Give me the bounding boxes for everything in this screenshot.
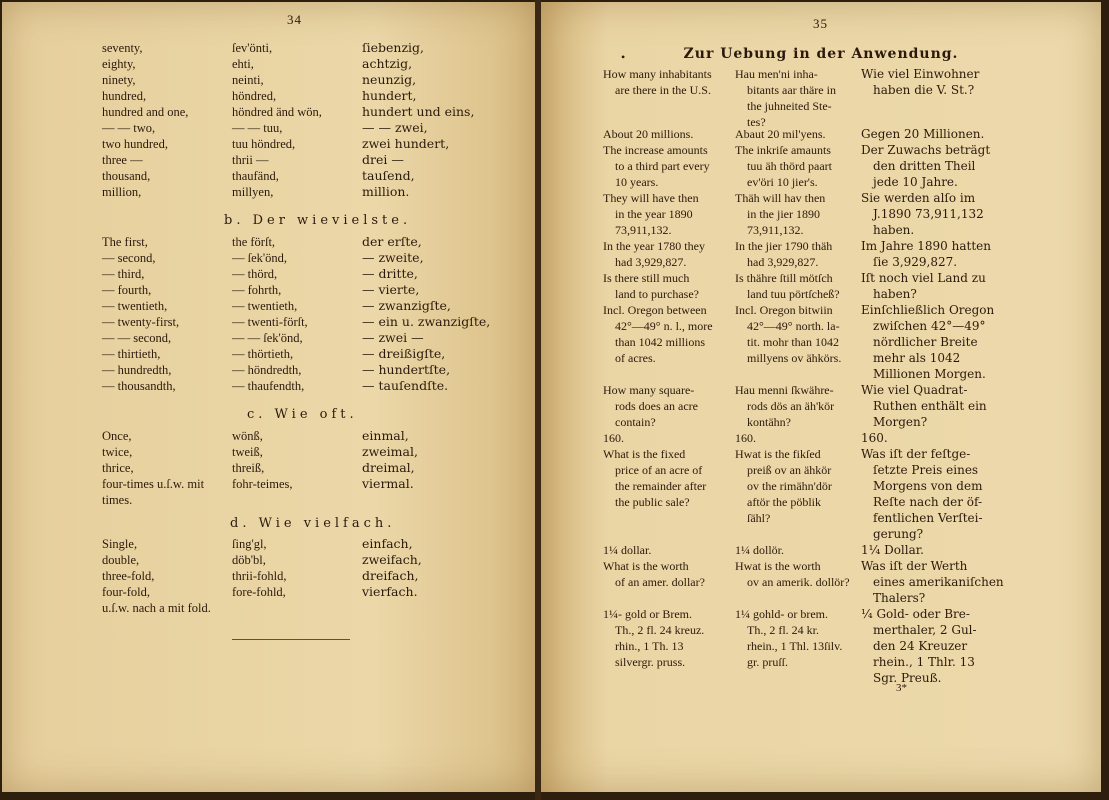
english-cell: double, [102,553,140,567]
pronunciation-line: 160. [735,431,756,445]
pronunciation-entry [735,302,855,366]
english-cell: twice, [102,445,133,459]
pronunciation-entry [735,142,855,190]
english-line: 10 years. [615,175,659,189]
german-cell: — — zwei, [362,120,428,135]
table-row [2,168,535,184]
pronunciation-line: rhein., 1 Thl. 13ſilv. [747,639,843,653]
german-cell: — tauſendſte. [362,378,449,393]
german-cell: der erſte, [362,234,422,249]
pronunciation-cell: — höndredth, [232,363,302,377]
pronunciation-cell: — thörtieth, [232,347,294,361]
pronunciation-entry [735,66,855,130]
english-entry [603,270,731,302]
german-cell: ſiebenzig, [362,40,425,55]
german-line: den 24 Kreuzer [873,639,968,653]
english-cell: four-times u.ſ.w. mit [102,477,205,491]
pronunciation-line: ſähl? [747,511,771,525]
pronunciation-line: tes? [747,115,766,129]
page-number-right: 35 [813,16,828,31]
german-line: Thalers? [873,591,926,605]
english-line: The increase amounts [603,143,708,157]
german-cell: — vierte, [362,282,420,297]
right-page [541,2,1101,792]
pronunciation-cell: döb'bl, [232,553,266,567]
german-entry [861,542,989,558]
pronunciation-cell: ſev'ӧnti, [232,41,273,55]
english-entry [603,606,731,670]
pronunciation-line: Th., 2 fl. 24 kr. [747,623,819,637]
german-cell: dreifach, [362,568,419,583]
german-cell: — hundertſte, [362,362,451,377]
german-cell: million. [362,184,410,199]
table-row [2,40,535,56]
table-row [2,136,535,152]
table-row [2,378,535,394]
table-row [2,266,535,282]
german-entry [861,382,989,430]
english-entry [603,238,731,270]
english-line: price of an acre of [615,463,703,477]
german-line: den dritten Theil [873,159,976,173]
pronunciation-cell: tuu höndred, [232,137,296,151]
english-entry [603,430,731,446]
english-cell: seventy, [102,41,143,55]
german-line: rhein., 1 Thlr. 13 [873,655,975,669]
table-row [2,428,535,444]
english-line: What is the fixed [603,447,686,461]
pronunciation-entry [735,190,855,238]
pronunciation-line: Hau menni ſkwähre- [735,383,834,397]
table-row [2,476,535,492]
table-row [2,152,535,168]
german-line: 1¼ Dollar. [861,543,924,557]
english-line: 160. [603,431,624,445]
german-cell: drei — [362,152,404,167]
english-entry [603,142,731,190]
pronunciation-cell: neinti, [232,73,264,87]
german-cell: einfach, [362,536,413,551]
pronunciation-cell: — twentieth, [232,299,298,313]
english-line: 73,911,132. [615,223,672,237]
pronunciation-line: Hwat is the worth [735,559,821,573]
english-line: Incl. Oregon between [603,303,707,317]
english-cell: — — two, [102,121,156,135]
german-line: ¼ Gold- oder Bre- [861,607,970,621]
german-line: Sgr. Preuß. [873,671,942,685]
signature-mark: 3* [896,682,907,694]
pronunciation-cell: threiß, [232,461,265,475]
pronunciation-entry [735,430,855,446]
pronunciation-entry [735,126,855,142]
pronunciation-cell: — — ſek'önd, [232,331,303,345]
pronunciation-cell: wönß, [232,429,263,443]
english-entry [603,446,731,510]
english-cell: — twenty-first, [102,315,180,329]
german-entry [861,446,989,542]
pronunciation-cell: höndred änd wön, [232,105,322,119]
pronunciation-cell: höndred, [232,89,277,103]
english-line: than 1042 millions [615,335,705,349]
english-line: They will have then [603,191,699,205]
german-cell: — zweite, [362,250,424,265]
pronunciation-cell: — twenti-förſt, [232,315,308,329]
pronunciation-cell: — ſek'önd, [232,251,288,265]
german-entry [861,270,989,302]
pronunciation-cell: — thörd, [232,267,278,281]
german-cell: — ein u. zwanzigſte, [362,314,491,329]
section-header-c: c. Wie oft. [247,407,358,422]
pronunciation-line: bitants aar thäre in [747,83,836,97]
pronunciation-line: the juhneited Ste- [747,99,832,113]
pronunciation-line: aftör the pöblik [747,495,821,509]
english-line: land to purchase? [615,287,699,301]
german-entry [861,238,989,270]
pronunciation-line: had 3,929,827. [747,255,819,269]
english-cell: hundred, [102,89,147,103]
german-line: zwiſchen 42°—49° [873,319,986,333]
pronunciation-line: 42°—49° north. la- [747,319,840,333]
german-entry [861,142,989,190]
table-row [2,234,535,250]
pronunciation-line: Hwat is the fikſed [735,447,821,461]
pronunciation-entry [735,446,855,526]
pronunciation-line: In the jier 1790 thäh [735,239,833,253]
pronunciation-line: 1¼ dollör. [735,543,785,557]
table-row [2,346,535,362]
english-line: 1¼ dollar. [603,543,652,557]
pronunciation-line: preiß ov an ähkör [747,463,832,477]
table-row [2,492,535,508]
table-row [2,584,535,600]
english-cell: — third, [102,267,145,281]
german-line: haben die V. St.? [873,83,975,97]
german-line: Wie viel Quadrat- [861,383,968,397]
german-cell: zweimal, [362,444,418,459]
english-line: are there in the U.S. [615,83,711,97]
english-cell: — thirtieth, [102,347,161,361]
english-line: the public sale? [615,495,690,509]
pronunciation-entry [735,238,855,270]
table-row [2,56,535,72]
english-line: had 3,929,827. [615,255,687,269]
english-cell: three — [102,153,143,167]
english-cell: — second, [102,251,156,265]
pronunciation-line: ov an amerik. dollör? [747,575,850,589]
english-line: contain? [615,415,656,429]
section-header-d: d. Wie vielfach. [230,516,396,531]
table-row [2,298,535,314]
pronunciation-entry [735,542,855,558]
german-line: Einſchließlich Oregon [861,303,995,317]
english-line: In the year 1780 they [603,239,705,253]
table-row [2,536,535,552]
german-line: 160. [861,431,888,445]
english-cell: ninety, [102,73,136,87]
pronunciation-cell: fore-fohld, [232,585,286,599]
german-cell: vierfach. [362,584,418,599]
english-line: 1¼- gold or Brem. [603,607,692,621]
pronunciation-line: The inkriſe amaunts [735,143,831,157]
pronunciation-cell: fohr-teimes, [232,477,293,491]
english-cell: Once, [102,429,132,443]
german-entry [861,558,1004,606]
english-cell: — — second, [102,331,172,345]
page-title: Zur Uebung in der Anwendung. [683,46,959,62]
german-entry [861,430,989,446]
pronunciation-line: Is thähre ſtill mötſch [735,271,833,285]
german-line: jede 10 Jahre. [873,175,958,189]
german-cell: achtzig, [362,56,413,71]
english-line: How many square- [603,383,695,397]
pronunciation-line: 1¼ gohld- or brem. [735,607,828,621]
pronunciation-entry [735,270,855,302]
german-line: gerung? [873,527,924,541]
german-entry [861,126,989,142]
english-cell: two hundred, [102,137,168,151]
english-cell: — hundredth, [102,363,172,377]
english-cell: three-fold, [102,569,155,583]
pronunciation-cell: — thaufendth, [232,379,305,393]
german-cell: — dreißigſte, [362,346,446,361]
pronunciation-cell: — — tuu, [232,121,283,135]
english-line: the remainder after [615,479,707,493]
divider-rule [232,639,350,640]
german-line: Morgens von dem [873,479,983,493]
pronunciation-cell: thrii-fohld, [232,569,287,583]
german-cell: viermal. [362,476,414,491]
english-cell: The first, [102,235,148,249]
german-cell: zwei hundert, [362,136,450,151]
pronunciation-entry [735,558,855,590]
english-cell: Single, [102,537,138,551]
english-cell: — thousandth, [102,379,176,393]
left-page [2,2,535,792]
english-cell: thrice, [102,461,134,475]
english-cell: eighty, [102,57,136,71]
german-line: fentlichen Verſtei- [873,511,983,525]
german-line: eines amerikaniſchen [873,575,1004,589]
pronunciation-line: tit. mohr than 1042 [747,335,839,349]
pronunciation-line: Abaut 20 mil'yens. [735,127,826,141]
page-number-left: 34 [287,12,302,27]
pronunciation-line: millyens ov ähkörs. [747,351,842,365]
german-line: J.1890 73,911,132 [873,207,984,221]
table-row [2,282,535,298]
german-line: haben. [873,223,915,237]
german-line: haben? [873,287,917,301]
english-line: Is there still much [603,271,690,285]
bullet-mark: • [621,50,626,64]
german-line: Im Jahre 1890 hatten [861,239,991,253]
german-entry [861,66,989,98]
table-row [2,88,535,104]
table-row [2,104,535,120]
english-cell: four-fold, [102,585,150,599]
table-row [2,460,535,476]
english-line: of an amer. dollar? [615,575,705,589]
german-line: Was iſt der Werth [861,559,968,573]
table-row [2,72,535,88]
pronunciation-cell: ſing'gl, [232,537,267,551]
pronunciation-line: 73,911,132. [747,223,804,237]
english-entry [603,302,731,366]
english-cell: thousand, [102,169,151,183]
german-line: ſie 3,929,827. [873,255,958,269]
english-cell: — fourth, [102,283,152,297]
english-line: to a third part every [615,159,710,173]
pronunciation-cell: — fohrth, [232,283,282,297]
pronunciation-cell: ehti, [232,57,254,71]
table-row [2,184,535,200]
english-line: What is the worth [603,559,689,573]
english-cell: million, [102,185,142,199]
german-line: Gegen 20 Millionen. [861,127,985,141]
pronunciation-cell: millyen, [232,185,274,199]
german-line: Millionen Morgen. [873,367,986,381]
english-entry [603,126,731,142]
german-cell: — zwanzigſte, [362,298,451,313]
pronunciation-cell: the förſt, [232,235,276,249]
german-line: Was iſt der feſtge- [861,447,971,461]
german-line: Ruthen enthält ein [873,399,987,413]
pronunciation-line: Incl. Oregon bitwiin [735,303,833,317]
pronunciation-line: gr. pruſſ. [747,655,788,669]
german-line: Der Zuwachs beträgt [861,143,991,157]
section-header-b: b. Der wievielste. [224,213,412,228]
german-line: Reſte nach der öf- [873,495,983,509]
german-line: Sie werden alſo im [861,191,976,205]
table-row [2,600,535,616]
german-line: Wie viel Einwohner [861,67,980,81]
english-line: in the year 1890 [615,207,693,221]
pronunciation-entry [735,606,855,670]
table-row [2,120,535,136]
english-line: Th., 2 fl. 24 kreuz. [615,623,705,637]
pronunciation-cell: tweiß, [232,445,263,459]
german-cell: hundert, [362,88,417,103]
german-entry [861,606,989,686]
german-line: ſetzte Preis eines [873,463,979,477]
pronunciation-line: in the jier 1890 [747,207,820,221]
german-entry [861,302,995,382]
english-cell: hundred and one, [102,105,189,119]
english-line: rods does an acre [615,399,698,413]
english-entry [603,190,731,238]
table-row [2,552,535,568]
german-cell: dreimal, [362,460,415,475]
pronunciation-line: tuu äh thörd paart [747,159,832,173]
english-line: of acres. [615,351,656,365]
german-cell: einmal, [362,428,409,443]
german-cell: hundert und eins, [362,104,475,119]
english-cell: — twentieth, [102,299,168,313]
german-line: Morgen? [873,415,928,429]
pronunciation-entry [735,382,855,430]
pronunciation-cell: thrii — [232,153,269,167]
pronunciation-line: Hau men'ni inha- [735,67,818,81]
pronunciation-line: kontähn? [747,415,791,429]
table-row [2,444,535,460]
german-entry [861,190,989,238]
english-entry [603,558,731,590]
german-line: merthaler, 2 Gul- [873,623,977,637]
english-entry [603,66,731,98]
table-row [2,568,535,584]
pronunciation-line: land tuu pörtſcheß? [747,287,840,301]
table-row [2,250,535,266]
german-cell: — dritte, [362,266,418,281]
english-cell: u.ſ.w. nach a mit fold. [102,601,211,615]
german-line: Iſt noch viel Land zu [861,271,986,285]
english-entry [603,382,731,430]
pronunciation-line: Thäh will hav then [735,191,826,205]
table-row [2,362,535,378]
pronunciation-cell: thaufänd, [232,169,279,183]
german-line: nördlicher Breite [873,335,978,349]
table-row [2,330,535,346]
pronunciation-line: ov the rimähn'dör [747,479,832,493]
english-cell: times. [102,493,133,507]
pronunciation-line: ev'öri 10 jier's. [747,175,818,189]
english-line: silvergr. pruss. [615,655,686,669]
german-line: mehr als 1042 [873,351,961,365]
english-line: About 20 millions. [603,127,694,141]
english-line: rhin., 1 Th. 13 [615,639,684,653]
table-row [2,314,535,330]
german-cell: neunzig, [362,72,417,87]
english-line: 42°—49° n. l., more [615,319,713,333]
pronunciation-line: rods dös an äh'kör [747,399,835,413]
english-line: How many inhabitants [603,67,712,81]
english-entry [603,542,731,558]
german-cell: zweifach, [362,552,422,567]
german-cell: — zwei — [362,330,424,345]
german-cell: tauſend, [362,168,415,183]
